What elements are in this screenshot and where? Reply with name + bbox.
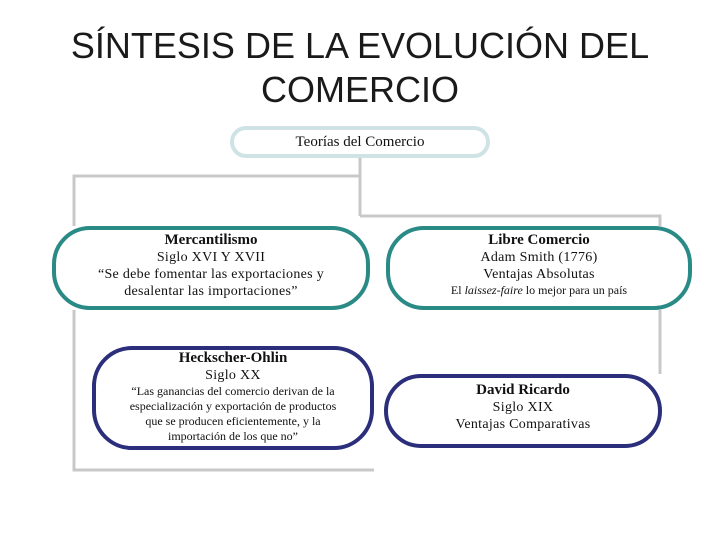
libre-comercio-note-prefix: El [450,283,465,297]
connector-root-right [360,216,660,226]
mercantilismo-period: Siglo XVI Y XVII [156,250,266,265]
node-heckscher-ohlin [92,346,374,450]
root-node-teorias [230,126,490,158]
libre-comercio-note-suffix: lo mejor para un país [522,283,628,297]
mercantilismo-title: Mercantilismo [164,232,258,248]
libre-comercio-title: Libre Comercio [488,232,590,248]
node-david-ricardo [384,374,662,448]
node-mercantilismo [52,226,370,310]
heckscher-ohlin-period: Siglo XX [205,368,261,383]
heckscher-ohlin-quote-line-3: que se producen eficientemente, y la [145,414,321,428]
page-title-line-2: COMERCIO [261,69,459,110]
mercantilismo-quote-line-1: “Se debe fomentar las exportaciones y [97,267,325,282]
root-node-label: Teorías del Comercio [295,134,425,150]
david-ricardo-concept: Ventajas Comparativas [455,417,591,432]
david-ricardo-title: David Ricardo [476,382,570,398]
heckscher-ohlin-quote-line-2: especialización y exportación de productos [129,399,337,413]
node-libre-comercio [386,226,692,310]
libre-comercio-concept: Ventajas Absolutas [483,267,595,282]
connector-root-left [74,176,360,226]
page-title-line-1: SÍNTESIS DE LA EVOLUCIÓN DEL [70,25,650,66]
heckscher-ohlin-title: Heckscher-Ohlin [178,350,288,366]
libre-comercio-note-italic: laissez-faire [464,283,523,297]
heckscher-ohlin-quote-line-4: importación de los que no” [168,429,298,443]
heckscher-ohlin-quote-line-1: “Las ganancias del comercio derivan de la [131,384,335,398]
libre-comercio-note [390,283,688,298]
mercantilismo-quote-line-2: desalentar las importaciones” [124,284,298,299]
libre-comercio-author: Adam Smith (1776) [480,250,598,265]
david-ricardo-period: Siglo XIX [492,400,554,415]
